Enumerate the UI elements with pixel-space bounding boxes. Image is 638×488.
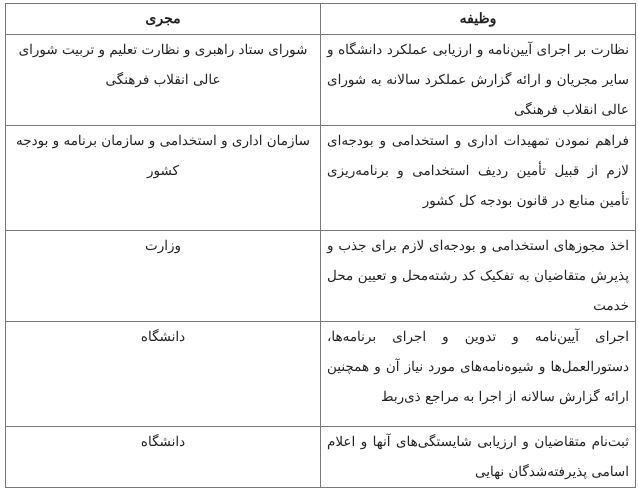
table-row <box>6 427 636 488</box>
table-row <box>6 35 636 126</box>
responsibilities-table <box>5 3 636 488</box>
table-row <box>6 126 636 231</box>
task-cell: اخذ مجوزهای استخدامی و بودجه‌ای لازم برای جذب و پذیرش متقاضیان به تفکیک کد رشته‌محل و تعیین محل خدمت <box>321 231 636 322</box>
task-cell: فراهم نمودن تمهیدات اداری و استخدامی و بودجه‌ای لازم از قبیل تأمین ردیف استخدامی و برنامه‌ریزی تأمین منابع در قانون بودجه کل کشور <box>321 126 636 231</box>
executor-cell: شورای ستاد راهبری و نظارت تعلیم و تربیت شورای عالی انقلاب فرهنگی <box>6 35 321 126</box>
executor-cell: دانشگاه <box>6 322 321 427</box>
task-cell: ثبت‌نام متقاضیان و ارزیابی شایستگی‌های آنها و اعلام اسامی پذیرفته‌شدگان نهایی <box>321 427 636 488</box>
executor-cell: دانشگاه <box>6 427 321 488</box>
task-cell: نظارت بر اجرای آیین‌نامه و ارزیابی عملکرد دانشگاه و سایر مجریان و ارائه گزارش عملکرد سالانه به شورای عالی انقلاب فرهنگی <box>321 35 636 126</box>
task-cell: اجرای آیین‌نامه و تدوین و اجرای برنامه‌ها، دستورالعمل‌ها و شیوه‌نامه‌های مورد نیاز آن و همچنین ارائه گزارش سالانه از اجرا به مراجع ذی‌ربط <box>321 322 636 427</box>
table-row <box>6 231 636 322</box>
header-executor: مجری <box>6 4 321 35</box>
executor-cell: وزارت <box>6 231 321 322</box>
table-header-row <box>6 4 636 35</box>
table-row <box>6 322 636 427</box>
header-task: وظیفه <box>321 4 636 35</box>
executor-cell: سازمان اداری و استخدامی و سازمان برنامه و بودجه کشور <box>6 126 321 231</box>
